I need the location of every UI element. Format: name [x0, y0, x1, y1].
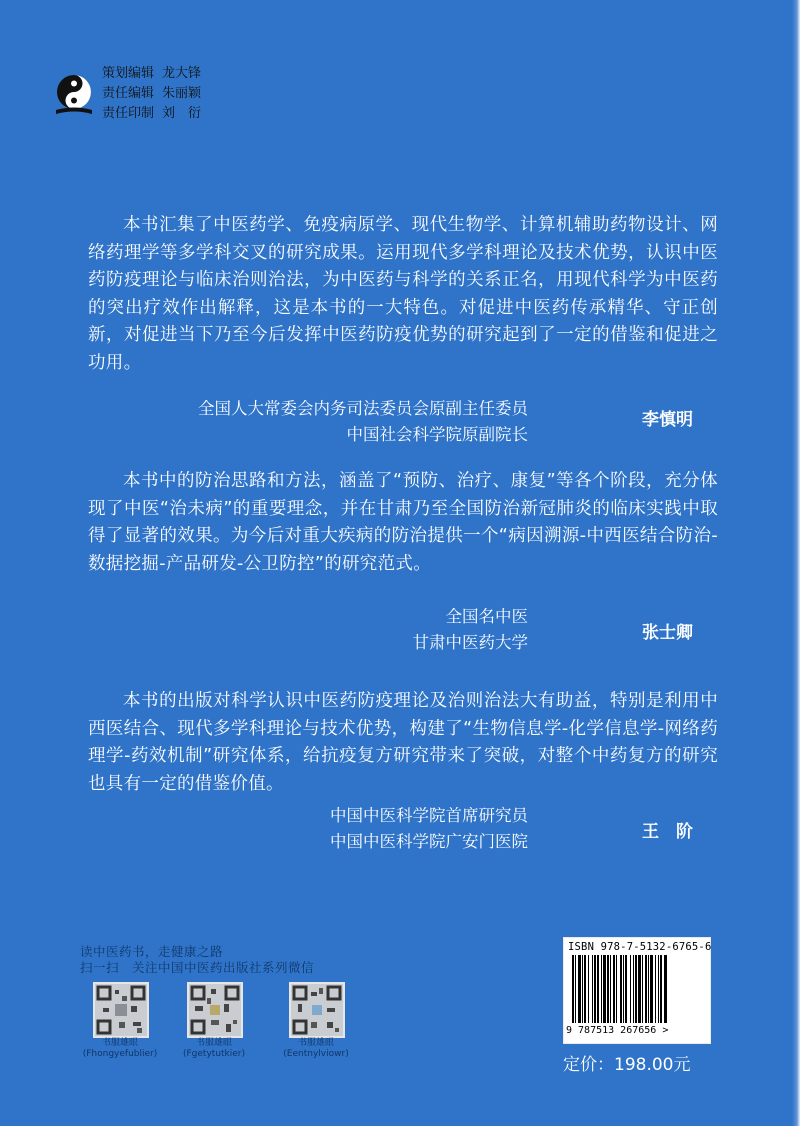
- reviewer-title: 全国名中医: [445, 607, 528, 626]
- qr-code-icon[interactable]: [289, 982, 345, 1038]
- reviewer-name: 王 阶: [642, 822, 693, 842]
- reviewer-name: 李慎明: [642, 410, 693, 430]
- reviewer-title: 中国中医科学院首席研究员: [330, 806, 528, 825]
- wechat-promo: [80, 944, 370, 1059]
- reviewer-name: 张士卿: [642, 623, 693, 643]
- ean-digits: 9 787513 267656 >: [566, 1025, 669, 1036]
- editor-credits: [52, 64, 272, 124]
- review-text: 本书中的防治思路和方法，涵盖了“预防、治疗、康复”等各个阶段，充分体现了中医“治未病”的重要理念，并在甘肃乃至全国防治新冠肺炎的临床实践中取得了显著的效果。为今后对重大疾病的防治提供一个“病因溯源-中西医结合防治-数据挖掘-产品研发-公卫防控”的研究范式。: [88, 471, 718, 574]
- qr-caption-sub: (Eentnylviowr): [283, 1049, 349, 1059]
- credit-line: [102, 64, 201, 84]
- reviewer-title: 全国人大常委会内务司法委员会原副主任委员: [198, 399, 528, 418]
- reviewer-title: 甘肃中医药大学: [412, 633, 528, 652]
- isbn-number: ISBN 978-7-5132-6765-6: [568, 941, 712, 953]
- credit-name: 朱丽颖: [162, 86, 202, 101]
- reviewer-title: 中国中医科学院广安门医院: [330, 832, 528, 851]
- taiji-book-icon: [52, 72, 96, 116]
- qr-item: [276, 982, 356, 1060]
- credit-line: [102, 104, 201, 124]
- credit-name: 刘 衍: [162, 106, 202, 121]
- price-label: 定价：198.00元: [563, 1055, 691, 1075]
- credit-role: 责任印制: [102, 106, 155, 121]
- qr-item: [80, 982, 160, 1060]
- qr-code-icon[interactable]: [93, 982, 149, 1038]
- review-text: 本书的出版对科学认识中医药防疫理论及治则治法大有助益，特别是利用中西医结合、现代多学科理论与技术优势，构建了“生物信息学-化学信息学-网络药理学-药效机制”研究体系，给抗疫复方研究带来了突破，对整个中药复方的研究也具有一定的借鉴价值。: [88, 691, 718, 794]
- credit-role: 策划编辑: [102, 66, 155, 81]
- reviewer-title: 中国社会科学院原副院长: [346, 425, 528, 444]
- review-paragraph: [88, 688, 718, 798]
- qr-caption: 书服雄眼: [297, 1038, 334, 1048]
- qr-caption-sub: (Fgetytutkier): [182, 1049, 245, 1059]
- page-edge: [792, 0, 800, 1126]
- qr-item: [174, 982, 254, 1060]
- review-paragraph: [88, 468, 718, 578]
- qr-code-icon[interactable]: [187, 982, 243, 1038]
- promo-scan-text: 扫一扫 关注中国中医药出版社系列微信: [80, 960, 315, 975]
- isbn-barcode: [563, 937, 711, 1044]
- credit-role: 责任编辑: [102, 86, 155, 101]
- qr-caption: 书服雄眼: [101, 1038, 138, 1048]
- promo-slogan: 读中医药书，走健康之路: [80, 944, 224, 959]
- review-paragraph: [88, 212, 718, 377]
- qr-caption: 书服雄眼: [195, 1038, 232, 1048]
- qr-caption-sub: (Fhongyefublier): [82, 1049, 158, 1059]
- review-text: 本书汇集了中医药学、免疫病原学、现代生物学、计算机辅助药物设计、网络药理学等多学科交叉的研究成果。运用现代多学科理论及技术优势，认识中医药防疫理论与临床治则治法，为中医药与科学的关系正名，用现代科学为中医药的突出疗效作出解释，这是本书的一大特色。对促进中医药传承精华、守正创新，对促进当下乃至今后发挥中医药防疫优势的研究起到了一定的借鉴和促进之功用。: [88, 215, 718, 373]
- credit-line: [102, 84, 201, 104]
- credit-name: 龙大锋: [162, 66, 202, 81]
